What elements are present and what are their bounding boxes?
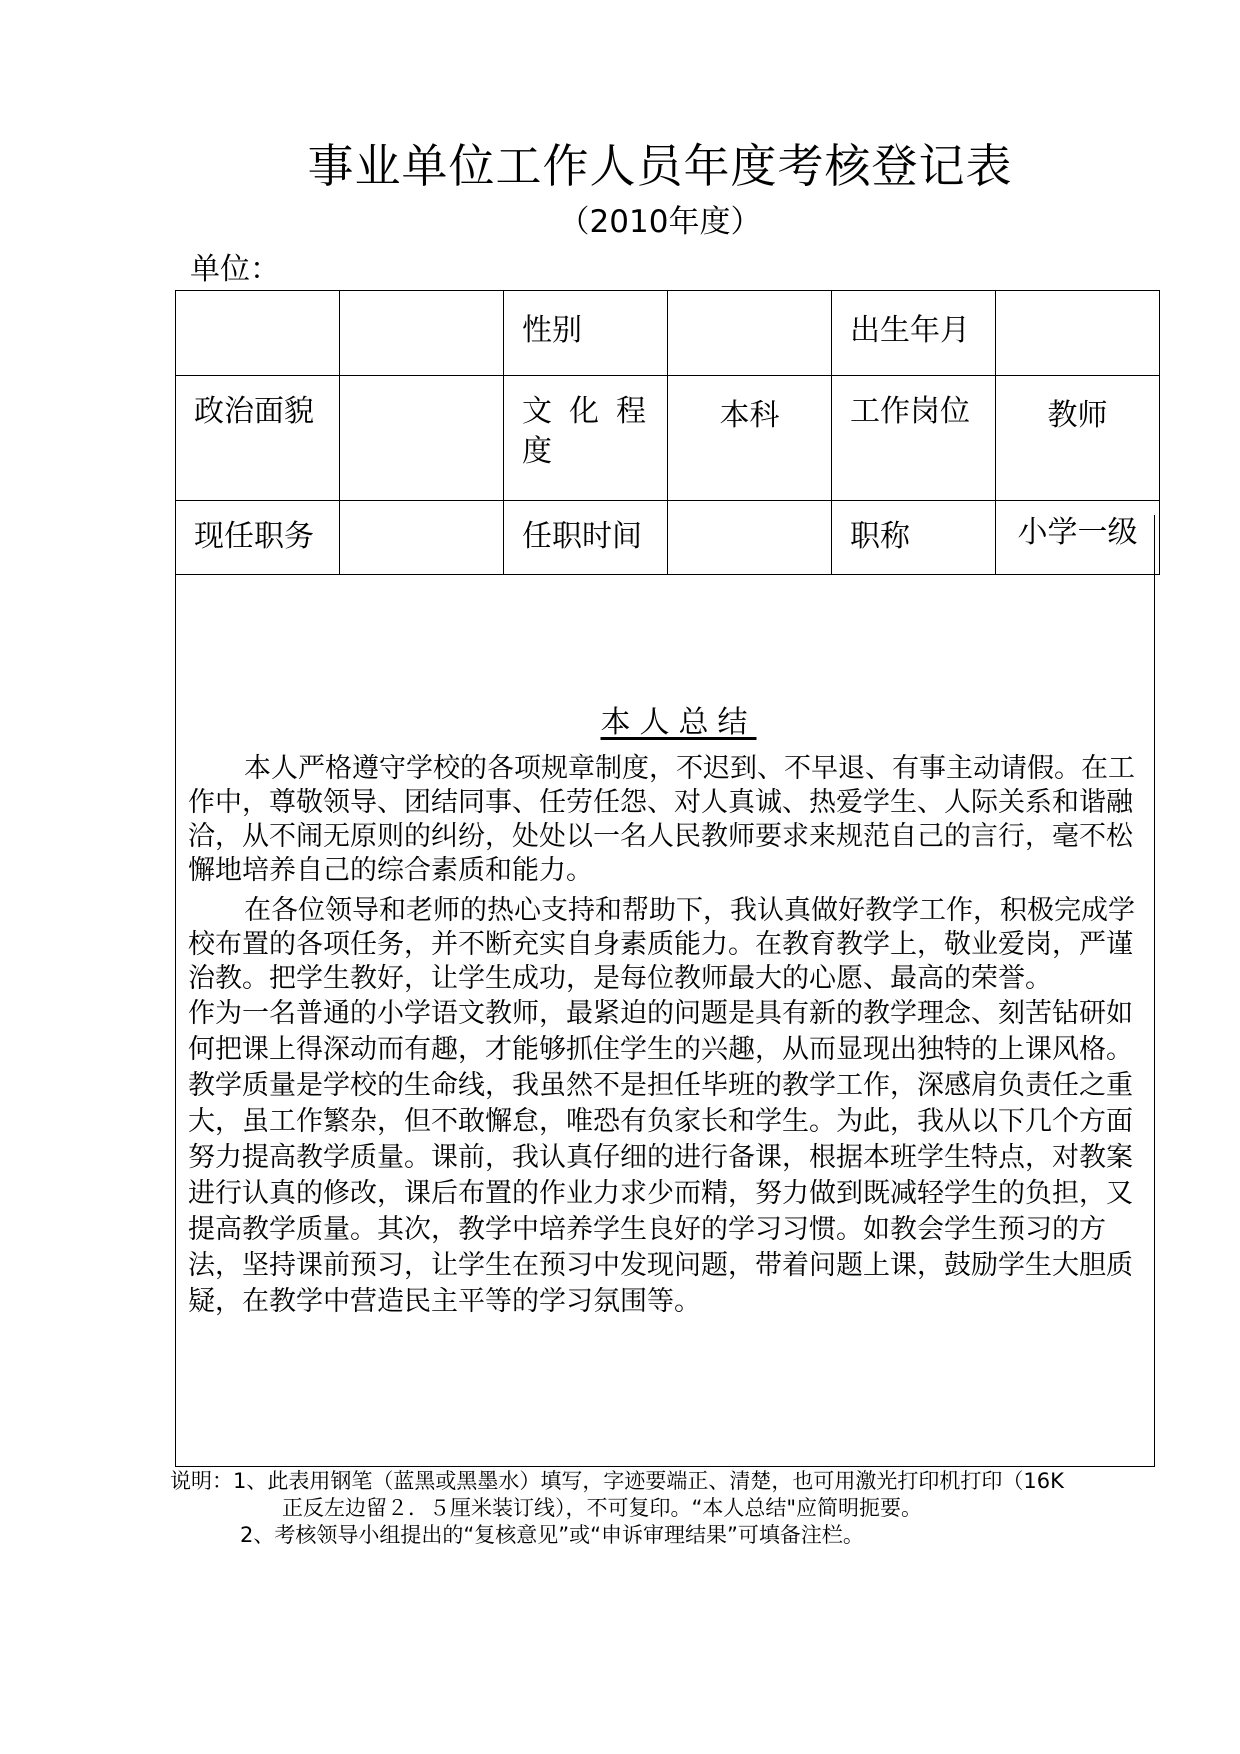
- political-status-label: 政治面貌: [176, 376, 340, 501]
- work-post-label: 工作岗位: [832, 376, 996, 501]
- note-line: 说明：1、此表用钢笔（蓝黑或黑墨水）填写，字迹要端正、清楚，也可用激光打印机打印（16K: [170, 1469, 1064, 1493]
- form-notes: [170, 1468, 1180, 1549]
- unit-label: 单位：: [190, 252, 280, 287]
- note-line: 2、考核领导小组提出的“复核意见”或“申诉审理结果”可填备注栏。: [240, 1523, 864, 1547]
- info-row-basic: [176, 291, 1160, 376]
- summary-paragraph: 本人严格遵守学校的各项规章制度，不迟到、不早退、有事主动请假。在工作中，尊敬领导、团结同事、任劳任怨、对人真诚、热爱学生、人际关系和谐融洽，从不闹无原则的纠纷，处处以一名人民教师要求来规范自己的言行，毫不松懈地培养自己的综合素质和能力。: [188, 753, 1135, 886]
- name-value-cell[interactable]: [340, 291, 504, 376]
- name-label-cell: [176, 291, 340, 376]
- tenure-time-label: 任职时间: [504, 501, 668, 575]
- gender-label: 性别: [504, 291, 668, 376]
- professional-title-value[interactable]: 小学一级: [996, 501, 1160, 575]
- gender-value-cell[interactable]: [668, 291, 832, 376]
- form-title: 事业单位工作人员年度考核登记表: [307, 139, 1013, 193]
- work-post-value[interactable]: 教师: [996, 376, 1160, 501]
- form-year: （2010年度）: [558, 204, 762, 240]
- professional-title-label: 职称: [832, 501, 996, 575]
- birth-date-value-cell[interactable]: [996, 291, 1160, 376]
- note-line: 正反左边留２．５厘米装订线），不可复印。“本人总结"应简明扼要。: [282, 1496, 923, 1520]
- education-level-value[interactable]: 本科: [668, 376, 832, 501]
- info-row-background: [176, 376, 1160, 501]
- summary-paragraph: 在各位领导和老师的热心支持和帮助下，我认真做好教学工作，积极完成学校布置的各项任务，并不断充实自身素质能力。在教育教学上，敬业爱岗，严谨治教。把学生教好，让学生成功，是每位教师最大的心愿、最高的荣誉。: [188, 895, 1135, 994]
- self-summary-text: [188, 752, 1138, 1320]
- education-level-label: 文化程度: [504, 376, 668, 501]
- political-status-value-cell[interactable]: [340, 376, 504, 501]
- summary-paragraph: 作为一名普通的小学语文教师，最紧迫的问题是具有新的教学理念、刻苦钻研如何把课上得深动而有趣，才能够抓住学生的兴趣，从而显现出独特的上课风格。教学质量是学校的生命线，我虽然不是担任毕班的教学工作，深感肩负责任之重大，虽工作繁杂，但不敢懈怠，唯恐有负家长和学生。为此，我从以下几个方面努力提高教学质量。课前，我认真仔细的进行备课，根据本班学生特点，对教案进行认真的修改，课后布置的作业力求少而精，努力做到既减轻学生的负担，又提高教学质量。其次，教学中培养学生良好的学习习惯。如教会学生预习的方法，坚持课前预习，让学生在预习中发现问题，带着问题上课，鼓励学生大胆质疑，在教学中营造民主平等的学习氛围等。: [188, 998, 1133, 1317]
- self-summary-heading: 本人总结: [600, 705, 757, 740]
- birth-date-label: 出生年月: [832, 291, 996, 376]
- current-position-label: 现任职务: [176, 501, 340, 575]
